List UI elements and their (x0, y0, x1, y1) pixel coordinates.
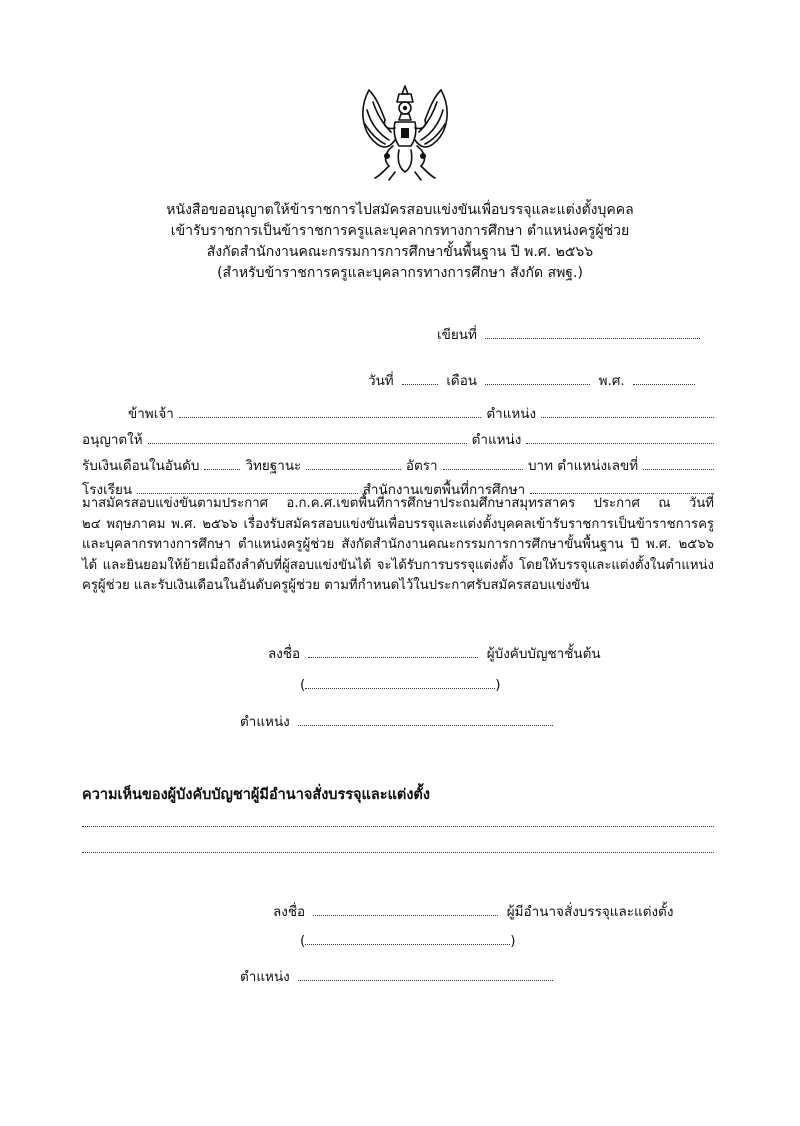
applicant-label: ข้าพเจ้า (128, 406, 174, 422)
title-line: (สำหรับข้าราชการครูและบุคลากรทางการศึกษา สังกัด สพฐ.) (217, 265, 583, 281)
close-paren: ) (495, 677, 501, 693)
position-number-input[interactable] (643, 457, 714, 470)
month-input[interactable] (485, 372, 590, 385)
permit-row (82, 428, 714, 450)
authority-name-input[interactable] (305, 932, 510, 945)
written-at-input[interactable] (485, 326, 700, 339)
area-office-label: สำนักงานเขตพื้นที่การศึกษา (362, 482, 526, 498)
month-label: เดือน (446, 373, 478, 389)
rate-label: อัตรา (405, 458, 438, 474)
title-line: หนังสือขออนุญาตให้ข้าราชการไปสมัครสอบแข่งขันเพื่อบรรจุและแต่งตั้งบุคคล (166, 202, 634, 218)
salary-grade-label: รับเงินเดือนในอันดับ (82, 458, 200, 474)
applicant-name-input[interactable] (179, 405, 482, 418)
written-at-field (437, 323, 704, 345)
applicant-position-label: ตำแหน่ง (486, 406, 537, 422)
supervisor-signature-input[interactable] (308, 645, 478, 658)
position-label: ตำแหน่ง (240, 714, 290, 730)
permit-label: อนุญาตให้ (82, 432, 143, 448)
day-label: วันที่ (368, 373, 394, 389)
applicant-position-input[interactable] (541, 405, 714, 418)
supervisor-role: ผู้บังคับบัญชาชั้นต้น (486, 646, 601, 662)
close-paren: ) (510, 933, 516, 949)
paragraph-line: และบุคลากรทางการศึกษา ตำแหน่งครูผู้ช่วย สังกัดสำนักงานคณะกรรมการการศึกษาขั้นพื้นฐาน ปี พ.ศ. ๒๕๖๖ (82, 537, 714, 552)
authority-name-line (300, 932, 516, 949)
opinion-heading: ความเห็นของผู้บังคับบัญชาผู้มีอำนาจสั่งบรรจุและแต่งตั้ง (82, 787, 430, 803)
document-title (100, 200, 700, 284)
open-paren: ( (300, 933, 306, 949)
sign-label: ลงชื่อ (273, 904, 306, 920)
authority-position-line (240, 965, 557, 987)
year-label: พ.ศ. (598, 373, 625, 389)
paragraph-line: มาสมัครสอบแข่งขันตามประกาศ อ.ก.ค.ศ.เขตพื้นที่การศึกษาประถมศึกษาสมุทรสาคร ประกาศ ณ วันที่ (82, 496, 714, 511)
position-number-label: บาท ตำแหน่งเลขที่ (527, 458, 639, 474)
permitted-name-input[interactable] (148, 431, 467, 444)
date-field (368, 369, 699, 391)
garuda-emblem-icon (355, 80, 455, 185)
salary-row (82, 454, 714, 476)
permitted-position-label: ตำแหน่ง (471, 432, 522, 448)
school-label: โรงเรียน (82, 482, 133, 498)
opinion-line-2[interactable] (82, 852, 714, 853)
authority-role: ผู้มีอำนาจสั่งบรรจุและแต่งตั้ง (506, 904, 674, 920)
written-at-label: เขียนที่ (437, 327, 477, 343)
academic-rank-input[interactable] (306, 457, 401, 470)
body-paragraph (82, 494, 714, 597)
supervisor-name-input[interactable] (305, 676, 495, 689)
supervisor-name-line (300, 676, 501, 693)
school-input[interactable] (137, 481, 358, 494)
sign-label: ลงชื่อ (268, 646, 301, 662)
year-input[interactable] (633, 372, 695, 385)
authority-position-input[interactable] (298, 968, 553, 981)
title-line: เข้ารับราชการเป็นข้าราชการครูและบุคลากรทางการศึกษา ตำแหน่งครูผู้ช่วย (170, 223, 630, 239)
applicant-row (128, 402, 714, 424)
opinion-line-1[interactable] (82, 826, 714, 827)
position-label: ตำแหน่ง (240, 969, 290, 985)
day-input[interactable] (402, 372, 438, 385)
supervisor-signature-line (268, 642, 601, 664)
area-office-input[interactable] (530, 481, 714, 494)
academic-rank-label: วิทยฐานะ (245, 458, 302, 474)
rate-input[interactable] (443, 457, 523, 470)
paragraph-line: ครูผู้ช่วย และรับเงินเดือนในอันดับครูผู้ช่วย ตามที่กำหนดไว้ในประกาศรับสมัครสอบแข่งขัน (82, 578, 590, 593)
paragraph-line: ได้ และยินยอมให้ย้ายเมื่อถึงลำดับที่ผู้สอบแข่งขันได้ จะได้รับการบรรจุแต่งตั้ง โดยให้บรรจุและแต่งตั้งในตำแหน่ง (82, 557, 714, 573)
salary-grade-input[interactable] (204, 457, 240, 470)
supervisor-position-line (240, 710, 557, 732)
authority-signature-line (273, 900, 673, 922)
authority-signature-input[interactable] (313, 903, 498, 916)
open-paren: ( (300, 677, 306, 693)
title-line: สังกัดสำนักงานคณะกรรมการการศึกษาขั้นพื้นฐาน ปี พ.ศ. ๒๕๖๖ (206, 244, 594, 260)
paragraph-line: ๒๔ พฤษภาคม พ.ศ. ๒๕๖๖ เรื่องรับสมัครสอบแข่งขันเพื่อบรรจุและแต่งตั้งบุคคลเข้ารับราชการเป็นข้าราชการครู (82, 516, 714, 532)
supervisor-position-input[interactable] (298, 713, 553, 726)
permitted-position-input[interactable] (526, 431, 714, 444)
